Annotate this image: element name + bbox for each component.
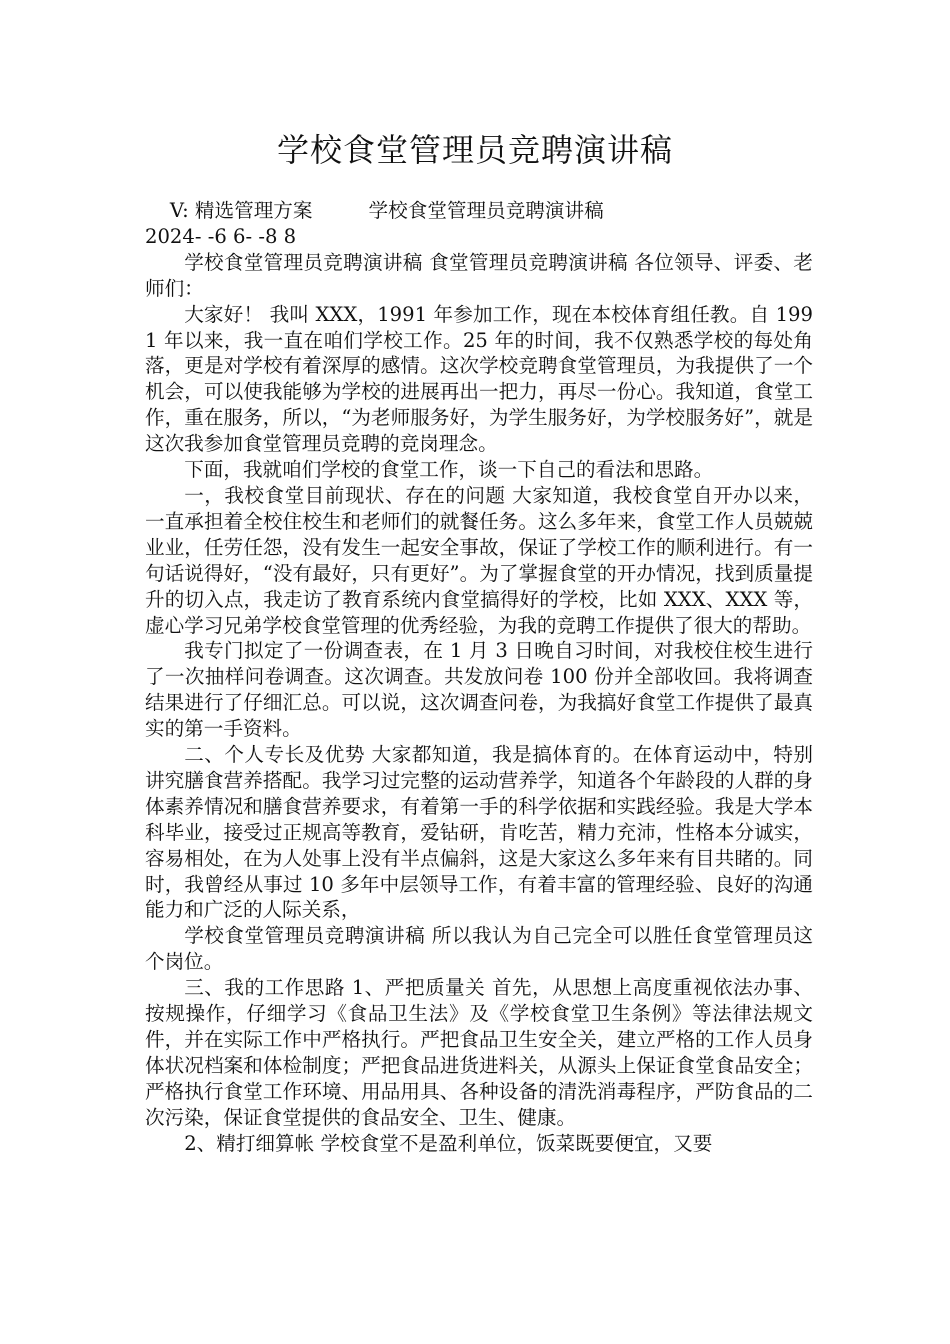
meta-line-source: V: 精选管理方案 学校食堂管理员竞聘演讲稿: [145, 199, 604, 222]
paragraph: 我专门拟定了一份调查表，在 1 月 3 日晚自习时间，对我校住校生进行了一次抽样问卷调查。这次调查。共发放问卷 100 份并全部收回。我将调查结果进行了仔细汇总。可以说，这次调查问卷，为我搞好食堂工作提供了最真实的第一手资料。: [145, 639, 813, 741]
paragraph: 2、精打细算帐 学校食堂不是盈利单位，饭菜既要便宜，又要: [184, 1131, 713, 1155]
document-body: [145, 198, 813, 1157]
paragraph: 学校食堂管理员竞聘演讲稿 食堂管理员竞聘演讲稿 各位领导、评委、老师们：: [145, 250, 813, 300]
paragraph: 一，我校食堂目前现状、存在的问题 大家知道，我校食堂自开办以来，一直承担着全校住校生和老师们的就餐任务。这么多年来，食堂工作人员兢兢业业，任劳任怨，没有发生一起安全事故，保证了学校工作的顺利进行。有一句话说得好，“没有最好，只有更好”。为了掌握食堂的开办情况，找到质量提升的切入点，我走访了教育系统内食堂搞得好的学校，比如 XXX、XXX 等，虚心学习兄弟学校食堂管理的优秀经验，为我的竞聘工作提供了很大的帮助。: [145, 483, 813, 637]
meta-line-date: 2024- -6 6- -8 8: [145, 224, 297, 248]
paragraph: 二、个人专长及优势 大家都知道，我是搞体育的。在体育运动中，特别讲究膳食营养搭配。我学习过完整的运动营养学，知道各个年龄段的人群的身体素养情况和膳食营养要求，有着第一手的科学依据和实践经验。我是大学本科毕业，接受过正规高等教育，爱钻研，肯吃苦，精力充沛，性格本分诚实，容易相处，在为人处事上没有半点偏斜，这是大家这么多年来有目共睹的。同时，我曾经从事过 10 多年中层领导工作，有着丰富的管理经验、良好的沟通能力和广泛的人际关系，: [145, 743, 813, 922]
paragraph: 学校食堂管理员竞聘演讲稿 所以我认为自己完全可以胜任食堂管理员这个岗位。: [145, 924, 813, 974]
document-title: 学校食堂管理员竞聘演讲稿: [276, 131, 673, 169]
paragraph: 三、我的工作思路 1、严把质量关 首先，从思想上高度重视依法办事、按规操作，仔细学习《食品卫生法》及《学校食堂卫生条例》等法律法规文件，并在实际工作中严格执行。严把食品卫生安全关，建立严格的工作人员身体状况档案和体检制度；严把食品进货进料关，从源头上保证食堂食品安全；严格执行食堂工作环境、用品用具、各种设备的清洗消毒程序，严防食品的二次污染，保证食堂提供的食品安全、卫生、健康。: [145, 976, 813, 1129]
paragraph: 下面，我就咱们学校的食堂工作，谈一下自己的看法和思路。: [184, 458, 714, 482]
paragraph: 大家好！ 我叫 XXX，1991 年参加工作，现在本校体育组任教。自 1991 年以来，我一直在咱们学校工作。25 年的时间，我不仅熟悉学校的每处角落，更是对学校有着深厚的感情。这次学校竞聘食堂管理员，为我提供了一个机会，可以使我能够为学校的进展再出一把力，再尽一份心。我知道，食堂工作，重在服务，所以，“为老师服务好，为学生服务好，为学校服务好”，就是这次我参加食堂管理员竞聘的竞岗理念。: [145, 302, 813, 456]
